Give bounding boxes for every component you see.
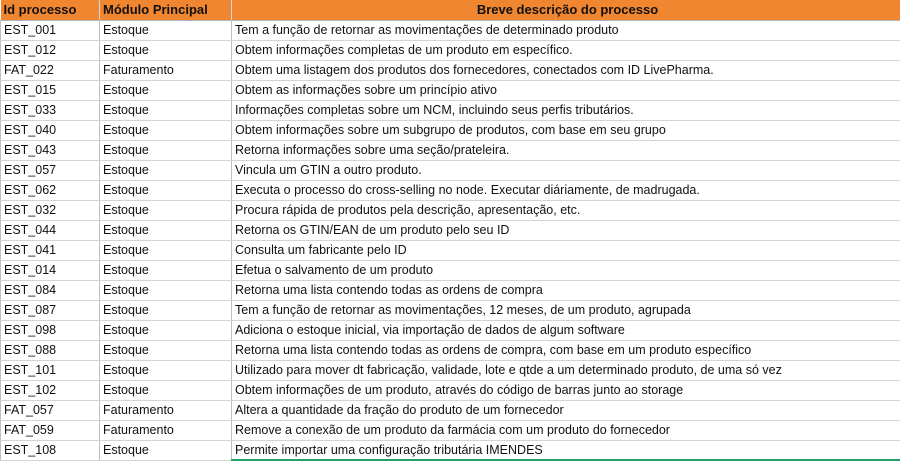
- cell-module[interactable]: Estoque: [100, 220, 232, 240]
- table-row: [1, 340, 900, 360]
- cell-id[interactable]: EST_014: [1, 260, 100, 280]
- cell-module[interactable]: Estoque: [100, 100, 232, 120]
- cell-id[interactable]: EST_088: [1, 340, 100, 360]
- header-description[interactable]: Breve descrição do processo: [232, 0, 900, 20]
- cell-id[interactable]: EST_084: [1, 280, 100, 300]
- table-row: [1, 160, 900, 180]
- cell-module[interactable]: Faturamento: [100, 400, 232, 420]
- cell-id[interactable]: EST_098: [1, 320, 100, 340]
- table-row: [1, 400, 900, 420]
- table-row: [1, 260, 900, 280]
- cell-module[interactable]: Estoque: [100, 40, 232, 60]
- cell-id[interactable]: EST_032: [1, 200, 100, 220]
- cell-description[interactable]: Efetua o salvamento de um produto: [232, 260, 900, 280]
- table-row: [1, 100, 900, 120]
- cell-module[interactable]: Estoque: [100, 380, 232, 400]
- cell-id[interactable]: FAT_057: [1, 400, 100, 420]
- header-module[interactable]: Módulo Principal: [100, 0, 232, 20]
- cell-description[interactable]: Altera a quantidade da fração do produto de um fornecedor: [232, 400, 900, 420]
- cell-description[interactable]: Obtem informações completas de um produto em específico.: [232, 40, 900, 60]
- table-row: [1, 300, 900, 320]
- cell-module[interactable]: Estoque: [100, 20, 232, 40]
- cell-module[interactable]: Estoque: [100, 280, 232, 300]
- cell-id[interactable]: EST_043: [1, 140, 100, 160]
- cell-description[interactable]: Retorna uma lista contendo todas as ordens de compra: [232, 280, 900, 300]
- table-row: [1, 220, 900, 240]
- cell-description[interactable]: Utilizado para mover dt fabricação, validade, lote e qtde a um determinado produto, de uma só vez: [232, 360, 900, 380]
- cell-description[interactable]: Remove a conexão de um produto da farmácia com um produto do fornecedor: [232, 420, 900, 440]
- cell-description[interactable]: Tem a função de retornar as movimentações, 12 meses, de um produto, agrupada: [232, 300, 900, 320]
- table-row: [1, 440, 900, 460]
- header-row: [1, 0, 900, 20]
- cell-description[interactable]: Retorna informações sobre uma seção/prateleira.: [232, 140, 900, 160]
- cell-description[interactable]: Obtem uma listagem dos produtos dos fornecedores, conectados com ID LivePharma.: [232, 60, 900, 80]
- table-row: [1, 280, 900, 300]
- cell-id[interactable]: EST_001: [1, 20, 100, 40]
- cell-id[interactable]: EST_041: [1, 240, 100, 260]
- cell-description[interactable]: Adiciona o estoque inicial, via importação de dados de algum software: [232, 320, 900, 340]
- cell-module[interactable]: Faturamento: [100, 60, 232, 80]
- cell-module[interactable]: Estoque: [100, 140, 232, 160]
- cell-id[interactable]: EST_044: [1, 220, 100, 240]
- cell-description[interactable]: Procura rápida de produtos pela descrição, apresentação, etc.: [232, 200, 900, 220]
- table-row: [1, 420, 900, 440]
- cell-id[interactable]: EST_087: [1, 300, 100, 320]
- cell-id[interactable]: EST_062: [1, 180, 100, 200]
- cell-module[interactable]: Estoque: [100, 80, 232, 100]
- cell-id[interactable]: FAT_059: [1, 420, 100, 440]
- cell-id[interactable]: EST_102: [1, 380, 100, 400]
- cell-id[interactable]: EST_033: [1, 100, 100, 120]
- cell-id[interactable]: EST_057: [1, 160, 100, 180]
- table-row: [1, 380, 900, 400]
- cell-module[interactable]: Estoque: [100, 360, 232, 380]
- table-row: [1, 80, 900, 100]
- header-id[interactable]: Id processo: [1, 0, 100, 20]
- cell-description[interactable]: Retorna os GTIN/EAN de um produto pelo seu ID: [232, 220, 900, 240]
- table-row: [1, 140, 900, 160]
- table-row: [1, 360, 900, 380]
- cell-description[interactable]: Executa o processo do cross-selling no node. Executar diáriamente, de madrugada.: [232, 180, 900, 200]
- cell-id[interactable]: EST_108: [1, 440, 100, 460]
- cell-description[interactable]: Tem a função de retornar as movimentações de determinado produto: [232, 20, 900, 40]
- cell-id[interactable]: EST_015: [1, 80, 100, 100]
- table-row: [1, 20, 900, 40]
- cell-description[interactable]: Obtem informações de um produto, através do código de barras junto ao storage: [232, 380, 900, 400]
- table-row: [1, 60, 900, 80]
- table-row: [1, 240, 900, 260]
- cell-description[interactable]: Vincula um GTIN a outro produto.: [232, 160, 900, 180]
- cell-id[interactable]: EST_012: [1, 40, 100, 60]
- table-row: [1, 40, 900, 60]
- cell-module[interactable]: Estoque: [100, 160, 232, 180]
- cell-module[interactable]: Estoque: [100, 240, 232, 260]
- table-row: [1, 320, 900, 340]
- cell-module[interactable]: Estoque: [100, 440, 232, 460]
- cell-id[interactable]: FAT_022: [1, 60, 100, 80]
- cell-description[interactable]: Permite importar uma configuração tributária IMENDES: [232, 440, 900, 460]
- cell-module[interactable]: Faturamento: [100, 420, 232, 440]
- cell-module[interactable]: Estoque: [100, 320, 232, 340]
- table-row: [1, 180, 900, 200]
- cell-id[interactable]: EST_101: [1, 360, 100, 380]
- cell-module[interactable]: Estoque: [100, 340, 232, 360]
- cell-description[interactable]: Informações completas sobre um NCM, incluindo seus perfis tributários.: [232, 100, 900, 120]
- cell-module[interactable]: Estoque: [100, 260, 232, 280]
- cell-description[interactable]: Consulta um fabricante pelo ID: [232, 240, 900, 260]
- cell-module[interactable]: Estoque: [100, 120, 232, 140]
- cell-description[interactable]: Retorna uma lista contendo todas as ordens de compra, com base em um produto específico: [232, 340, 900, 360]
- cell-id[interactable]: EST_040: [1, 120, 100, 140]
- cell-module[interactable]: Estoque: [100, 200, 232, 220]
- cell-module[interactable]: Estoque: [100, 180, 232, 200]
- table-row: [1, 200, 900, 220]
- cell-description[interactable]: Obtem informações sobre um subgrupo de produtos, com base em seu grupo: [232, 120, 900, 140]
- cell-module[interactable]: Estoque: [100, 300, 232, 320]
- table-row: [1, 120, 900, 140]
- cell-description[interactable]: Obtem as informações sobre um princípio ativo: [232, 80, 900, 100]
